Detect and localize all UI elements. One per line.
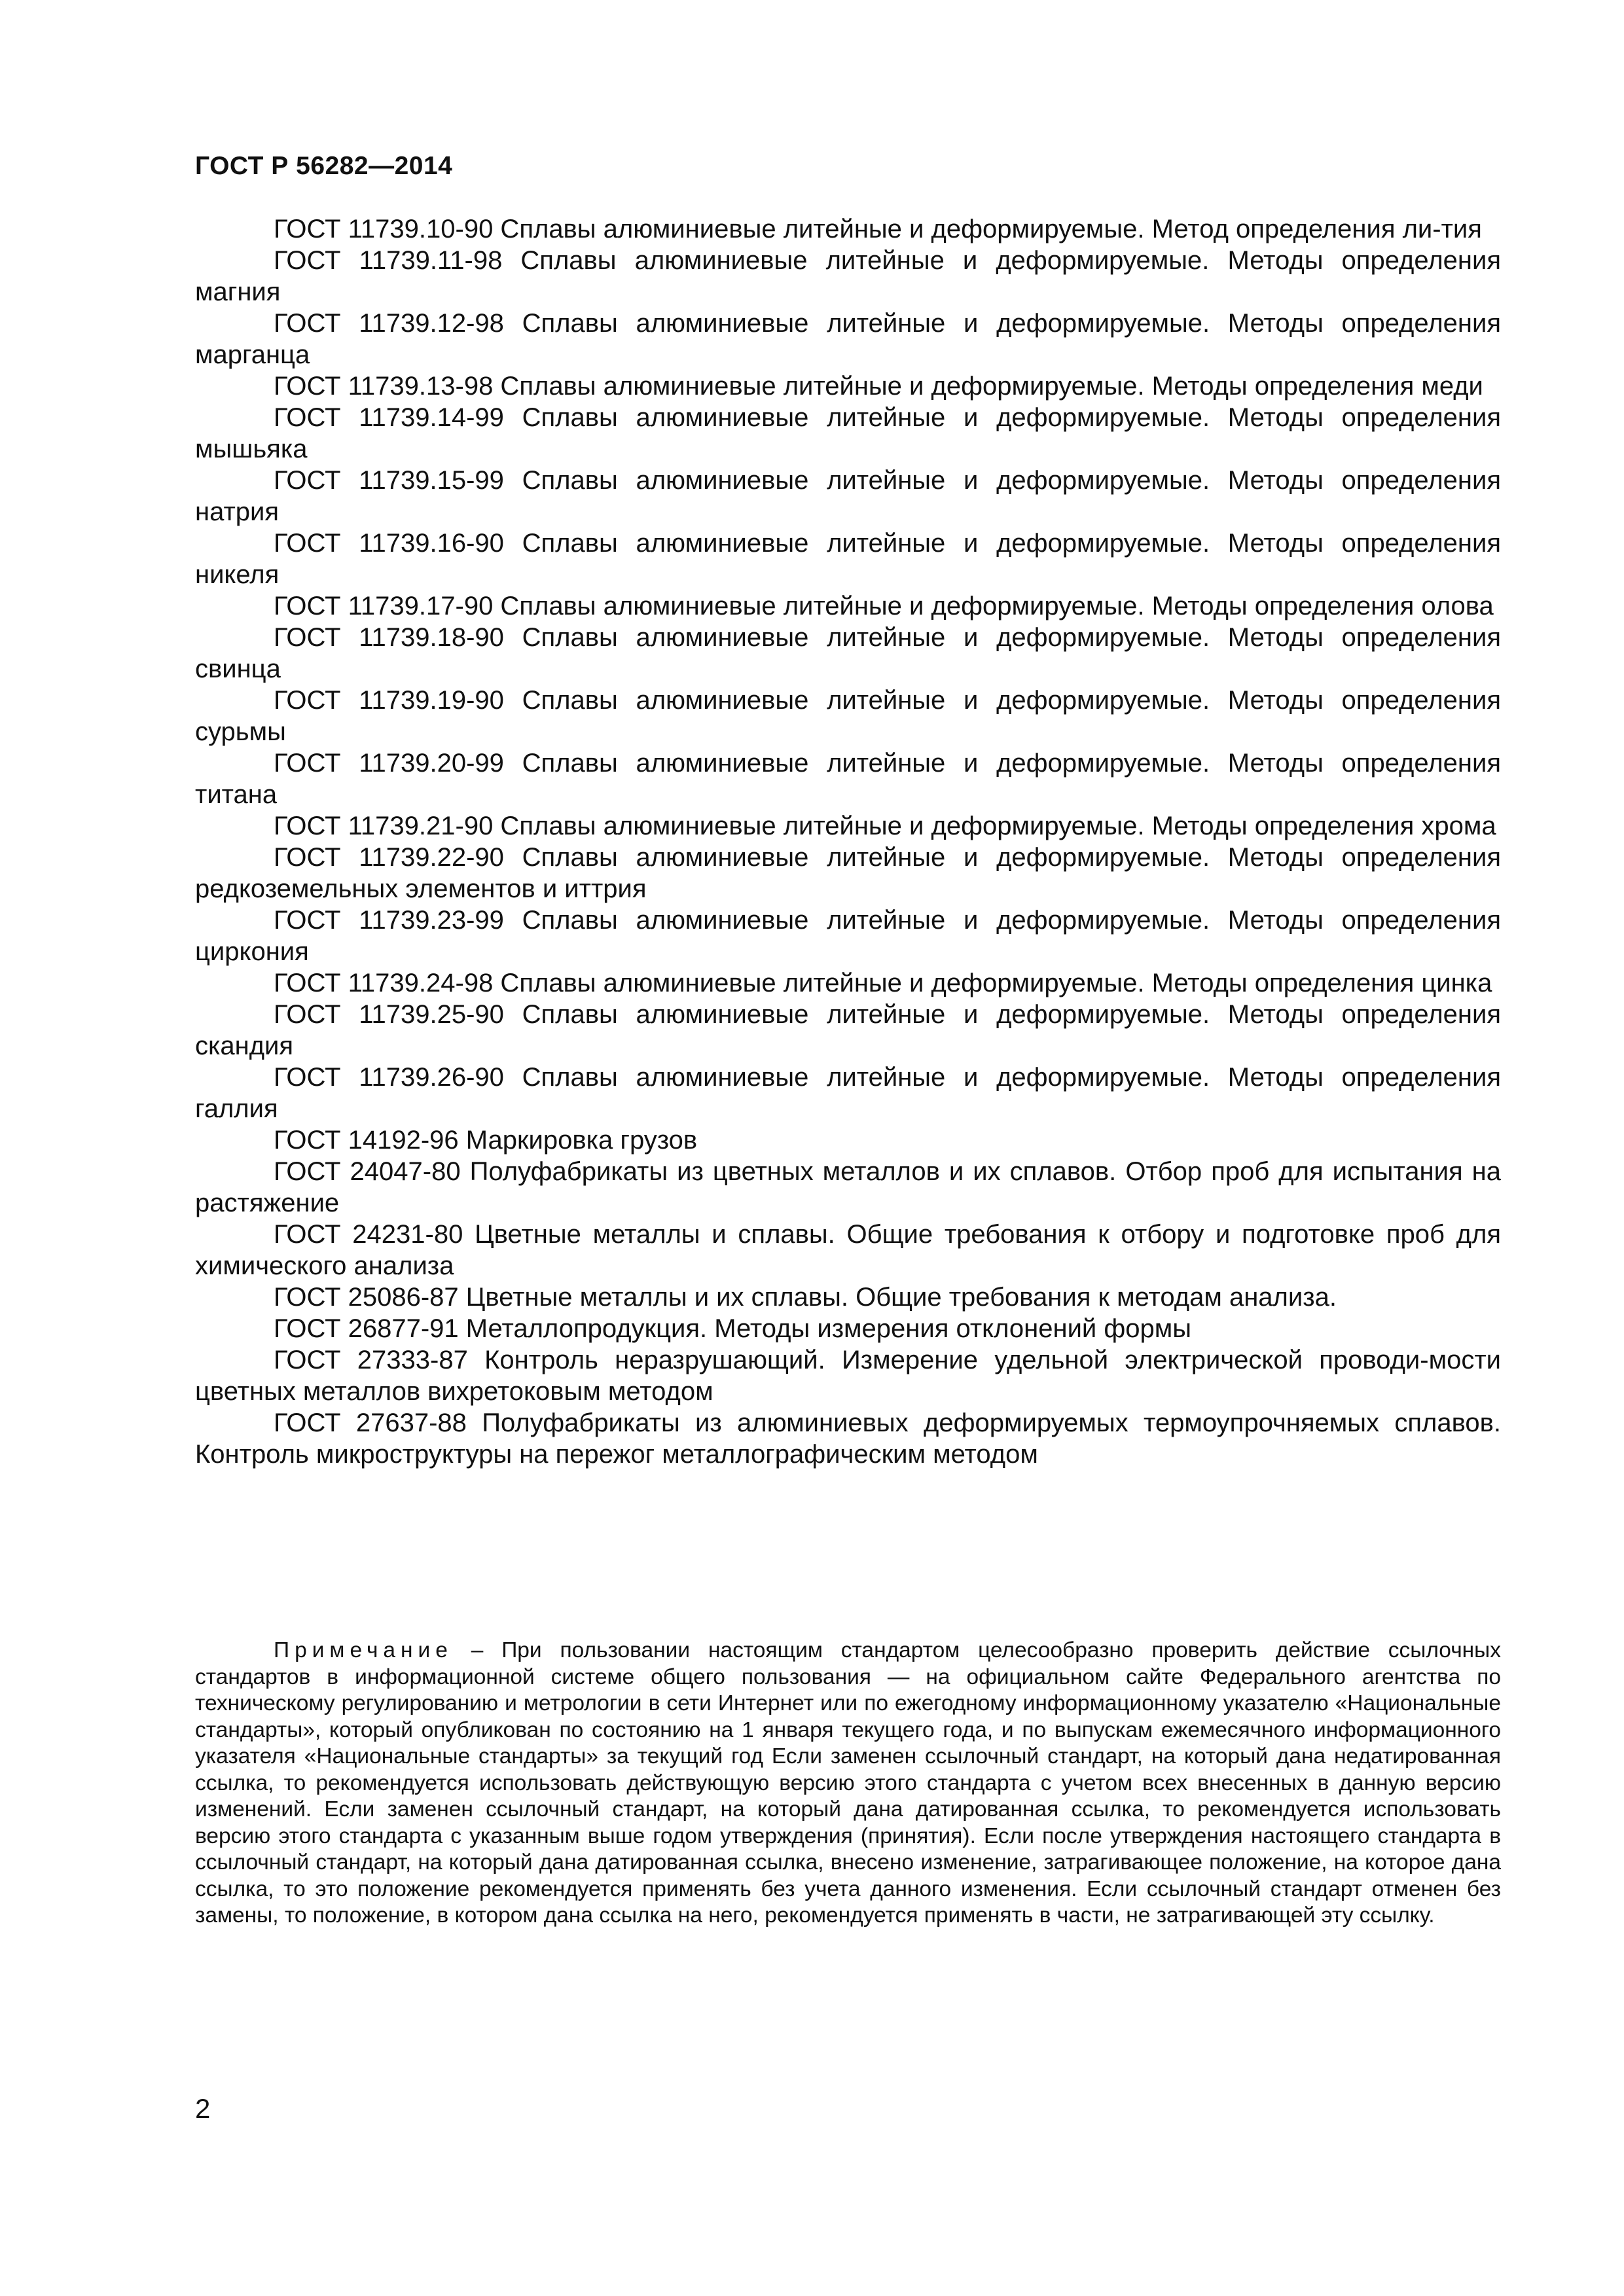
- document-header: ГОСТ Р 56282—2014: [195, 152, 453, 180]
- reference-item: ГОСТ 11739.14-99 Сплавы алюминиевые литейные и деформируемые. Методы определения мышьяка: [195, 403, 1501, 463]
- reference-item: ГОСТ 11739.24-98 Сплавы алюминиевые литейные и деформируемые. Методы определения цинка: [274, 969, 1492, 997]
- reference-item: ГОСТ 11739.22-90 Сплавы алюминиевые литейные и деформируемые. Методы определения редкоземельных элементов и иттрия: [195, 843, 1501, 903]
- note-label: Примечание: [274, 1638, 453, 1662]
- reference-item: ГОСТ 11739.10-90 Сплавы алюминиевые литейные и деформируемые. Метод определения ли-тия: [274, 215, 1482, 243]
- reference-item: ГОСТ 11739.23-99 Сплавы алюминиевые литейные и деформируемые. Методы определения циркония: [195, 906, 1501, 966]
- normative-references-list: [195, 213, 1501, 1470]
- note-paragraph: [195, 1638, 1501, 1929]
- reference-item: ГОСТ 11739.25-90 Сплавы алюминиевые литейные и деформируемые. Методы определения скандия: [195, 1000, 1501, 1060]
- reference-item: ГОСТ 11739.26-90 Сплавы алюминиевые литейные и деформируемые. Методы определения галлия: [195, 1063, 1501, 1123]
- reference-item: ГОСТ 11739.13-98 Сплавы алюминиевые литейные и деформируемые. Методы определения меди: [274, 372, 1483, 401]
- note-text: – При пользовании настоящим стандартом целесообразно проверить действие ссылочных стандартов в информационной системе общего пользования — на официальном сайте Федерального агентства по техническому регулированию и метрологии в сети Интернет или по ежегодному информационному указателю «Национальные стандарты», который опубликован по состоянию на 1 января текущего года, и по выпускам ежемесячного информационного указателя «Национальные стандарты» за текущий год Если заменен ссылочный стандарт, на который дана недатированная ссылка, то рекомендуется использовать действующую версию этого стандарта с учетом всех внесенных в данную версию изменений. Если заменен ссылочный стандарт, на который дана датированная ссылка, то рекомендуется использовать версию этого стандарта с указанным выше годом утверждения (принятия). Если после утверждения настоящего стандарта в ссылочный стандарт, на который дана датированная ссылка, внесено изменение, затрагивающее положение, на которое дана ссылка, то это положение рекомендуется применять без учета данного изменения. Если ссылочный стандарт отменен без замены, то положение, в котором дана ссылка на него, рекомендуется применять в части, не затрагивающей эту ссылку.: [195, 1638, 1501, 1928]
- reference-item: ГОСТ 11739.16-90 Сплавы алюминиевые литейные и деформируемые. Методы определения никеля: [195, 529, 1501, 589]
- reference-item: ГОСТ 14192-96 Маркировка грузов: [274, 1126, 698, 1155]
- reference-item: ГОСТ 11739.17-90 Сплавы алюминиевые литейные и деформируемые. Методы определения олова: [274, 592, 1494, 620]
- reference-item: ГОСТ 11739.11-98 Сплавы алюминиевые литейные и деформируемые. Методы определения магния: [195, 246, 1501, 306]
- page-number: 2: [195, 2093, 211, 2124]
- reference-item: ГОСТ 27637-88 Полуфабрикаты из алюминиевых деформируемых термоупрочняемых сплавов. Контроль микроструктуры на пережог металлографическим методом: [195, 1408, 1501, 1469]
- reference-item: ГОСТ 11739.20-99 Сплавы алюминиевые литейные и деформируемые. Методы определения титана: [195, 749, 1501, 809]
- reference-item: ГОСТ 11739.19-90 Сплавы алюминиевые литейные и деформируемые. Методы определения сурьмы: [195, 686, 1501, 746]
- reference-item: ГОСТ 11739.18-90 Сплавы алюминиевые литейные и деформируемые. Методы определения свинца: [195, 623, 1501, 683]
- reference-item: ГОСТ 24047-80 Полуфабрикаты из цветных металлов и их сплавов. Отбор проб для испытания на растяжение: [195, 1157, 1501, 1217]
- reference-item: ГОСТ 11739.12-98 Сплавы алюминиевые литейные и деформируемые. Методы определения марганца: [195, 309, 1501, 369]
- reference-item: ГОСТ 24231-80 Цветные металлы и сплавы. Общие требования к отбору и подготовке проб для химического анализа: [195, 1220, 1501, 1280]
- reference-item: ГОСТ 11739.15-99 Сплавы алюминиевые литейные и деформируемые. Методы определения натрия: [195, 466, 1501, 526]
- reference-item: ГОСТ 27333-87 Контроль неразрушающий. Измерение удельной электрической проводи-мости цветных металлов вихретоковым методом: [195, 1346, 1501, 1406]
- reference-item: ГОСТ 11739.21-90 Сплавы алюминиевые литейные и деформируемые. Методы определения хрома: [274, 812, 1496, 840]
- reference-item: ГОСТ 25086-87 Цветные металлы и их сплавы. Общие требования к методам анализа.: [274, 1283, 1337, 1312]
- reference-item: ГОСТ 26877-91 Металлопродукция. Методы измерения отклонений формы: [274, 1314, 1192, 1343]
